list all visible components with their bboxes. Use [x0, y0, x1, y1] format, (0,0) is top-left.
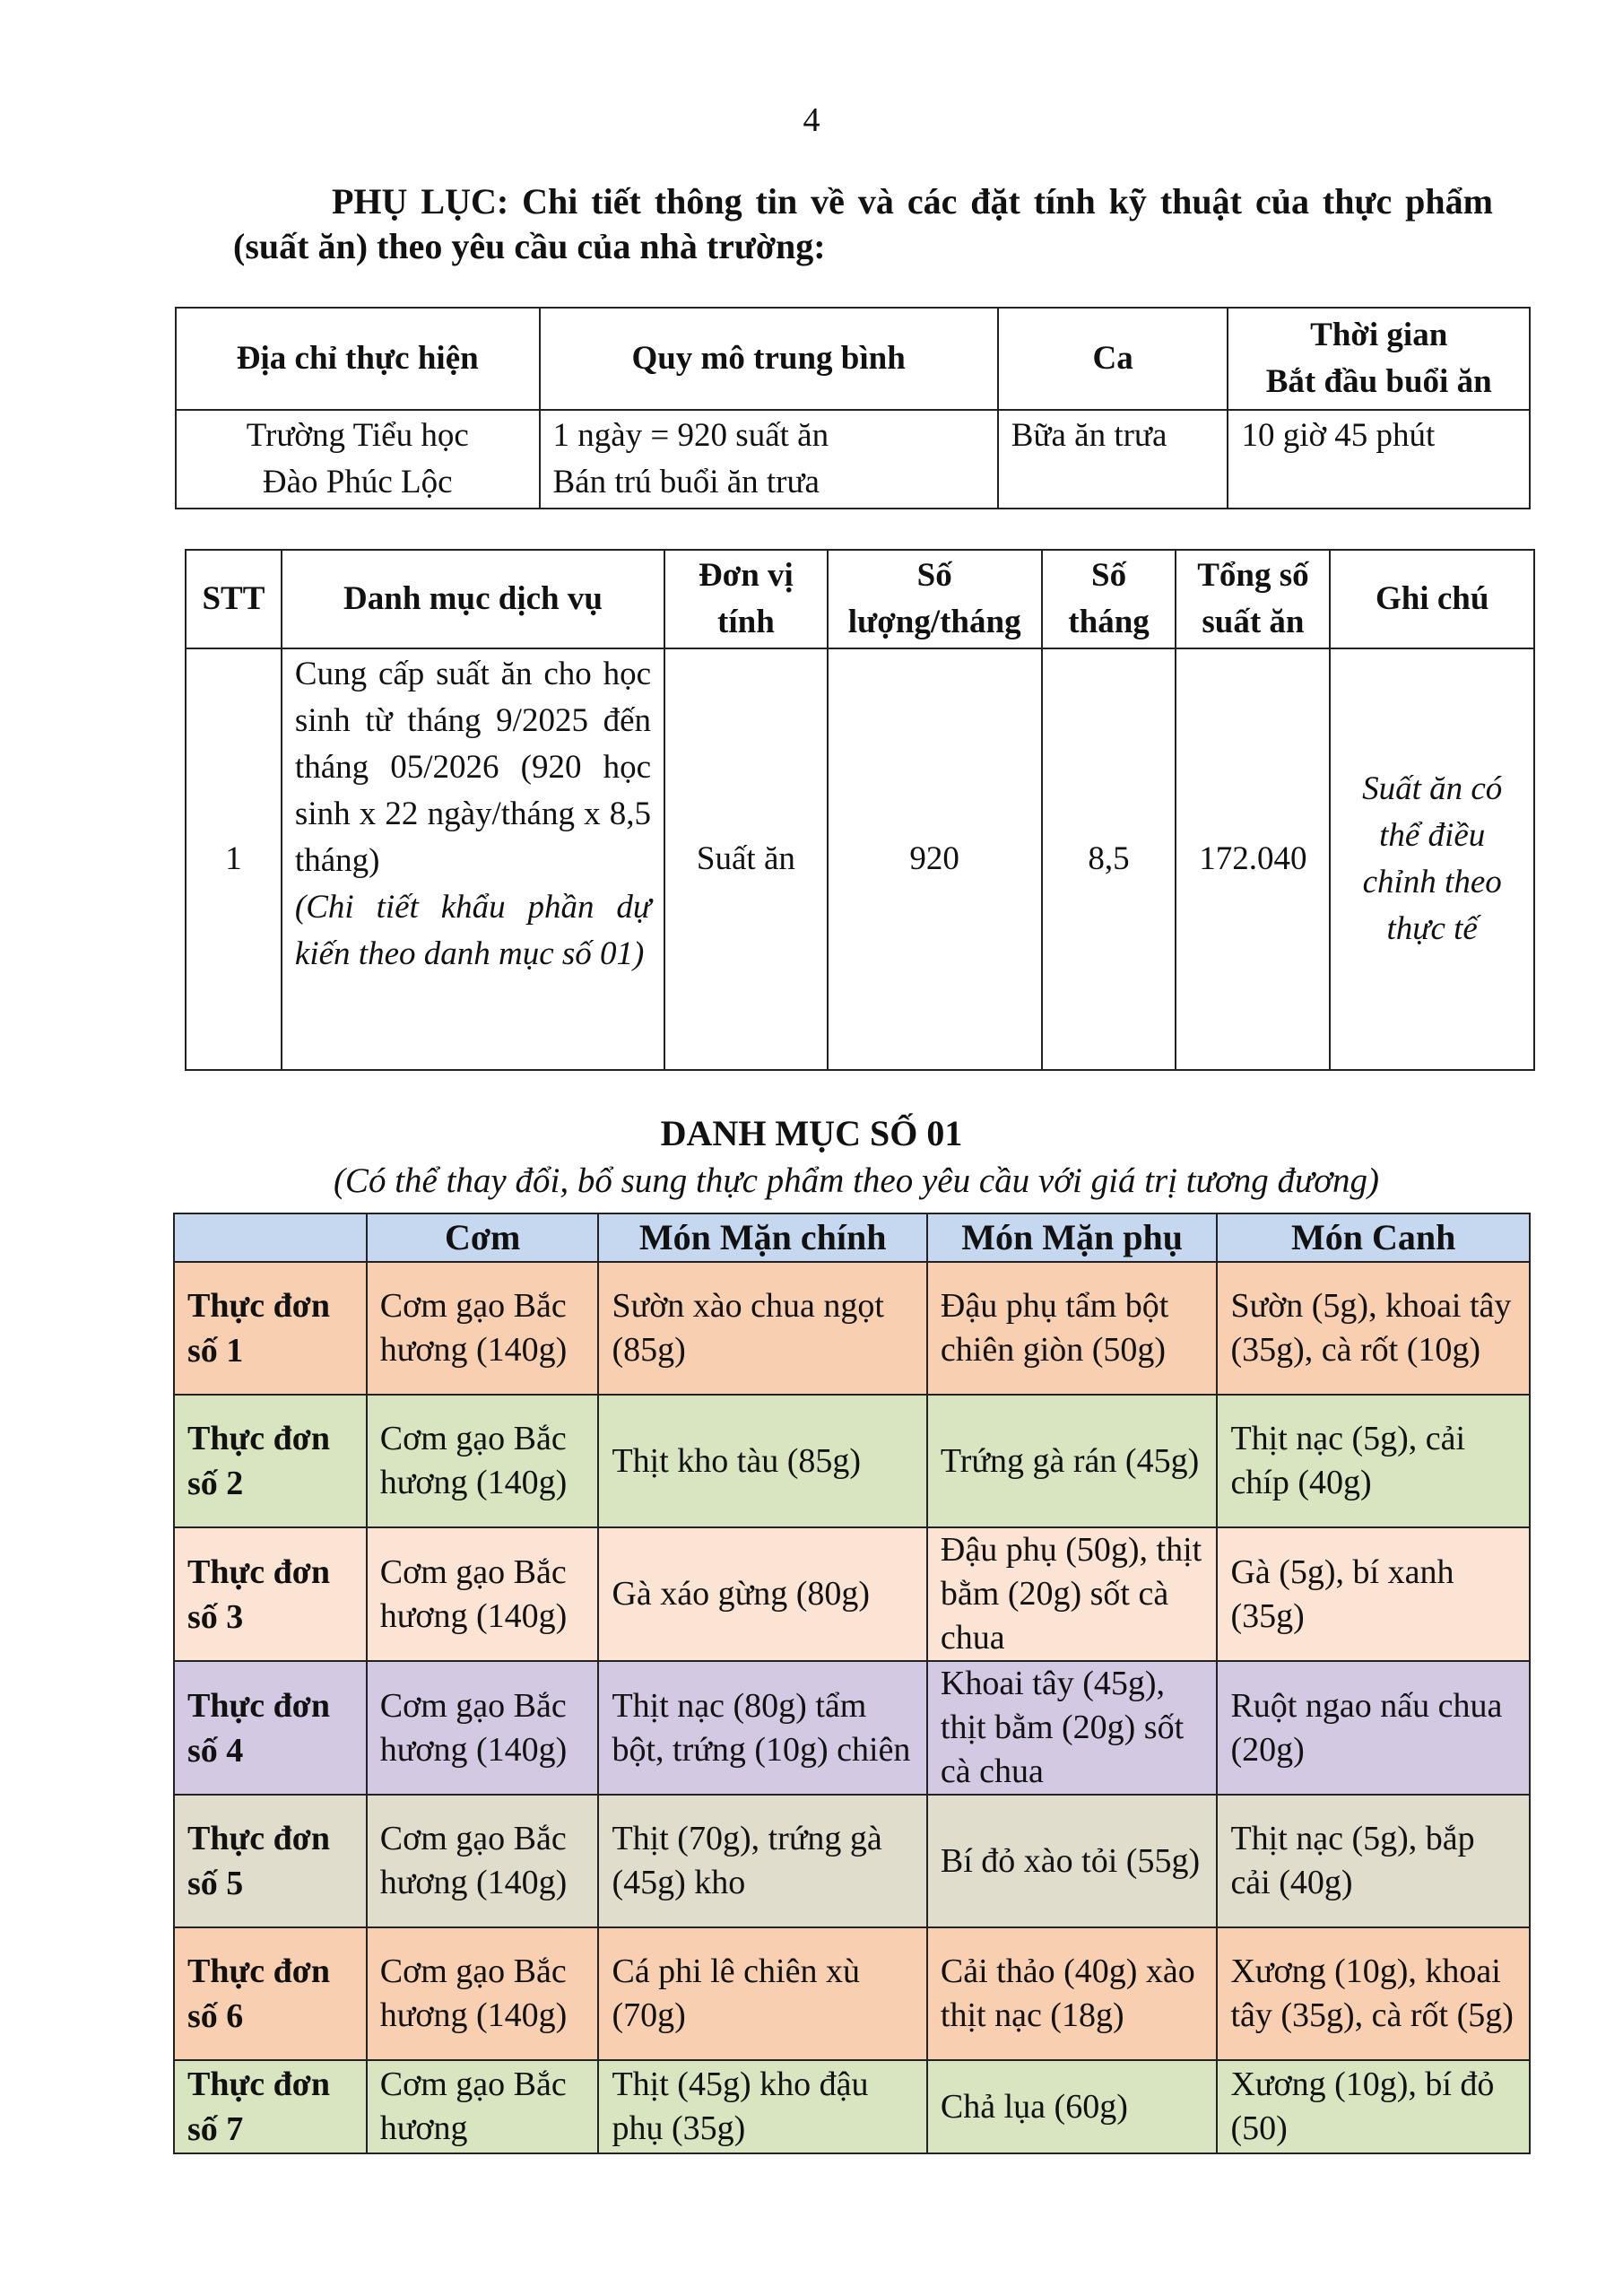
page-number: 4	[803, 101, 820, 139]
man-chinh-cell: Gà xáo gừng (80g)	[598, 1527, 926, 1661]
header-qty-line2: lượng/tháng	[847, 604, 1021, 640]
header-service: Danh mục dịch vụ	[282, 550, 664, 648]
table-row	[174, 1527, 1530, 1661]
service-desc-cell	[282, 648, 664, 1070]
com-cell: Cơm gạo Bắc hương (140g)	[367, 1661, 599, 1795]
table-row	[186, 648, 1534, 1070]
header-man-chinh: Món Mặn chính	[598, 1213, 926, 1262]
menu-list-title: DANH MỤC SỐ 01	[660, 1113, 963, 1153]
menu-name-cell: Thực đơn số 7	[174, 2060, 367, 2153]
menu-table-header	[174, 1213, 1530, 1262]
scale-cell	[540, 410, 998, 509]
header-address: Địa chỉ thực hiện	[176, 308, 540, 410]
table-row	[174, 1927, 1530, 2060]
table-row	[174, 1795, 1530, 1927]
header-months-line1: Số	[1091, 557, 1127, 594]
man-phu-cell: Khoai tây (45g), thịt bằm (20g) sốt cà chua	[927, 1661, 1218, 1795]
canh-cell: Thịt nạc (5g), cải chíp (40g)	[1217, 1395, 1530, 1527]
header-com: Cơm	[367, 1213, 599, 1262]
header-scale: Quy mô trung bình	[540, 308, 998, 410]
header-man-phu: Món Mặn phụ	[927, 1213, 1218, 1262]
header-months-line2: tháng	[1068, 604, 1150, 640]
header-qty-line1: Số	[916, 557, 952, 594]
location-table-header	[176, 308, 1530, 410]
qty-cell: 920	[828, 648, 1042, 1070]
man-phu-cell: Cải thảo (40g) xào thịt nạc (18g)	[927, 1927, 1218, 2060]
header-time	[1228, 308, 1530, 410]
header-stt: STT	[186, 550, 282, 648]
man-chinh-cell: Cá phi lê chiên xù (70g)	[598, 1927, 926, 2060]
man-chinh-cell: Thịt kho tàu (85g)	[598, 1395, 926, 1527]
com-cell: Cơm gạo Bắc hương (140g)	[367, 1395, 599, 1527]
header-time-line2: Bắt đầu buổi ăn	[1265, 363, 1492, 400]
total-cell: 172.040	[1176, 648, 1330, 1070]
table-row	[174, 1262, 1530, 1395]
header-unit	[664, 550, 828, 648]
menu-table	[173, 1213, 1531, 2154]
man-phu-cell: Đậu phụ tẩm bột chiên giòn (50g)	[927, 1262, 1218, 1395]
time-cell: 10 giờ 45 phút	[1228, 410, 1530, 509]
man-phu-cell: Chả lụa (60g)	[927, 2060, 1218, 2153]
man-chinh-cell: Thịt (70g), trứng gà (45g) kho	[598, 1795, 926, 1927]
header-unit-line2: tính	[717, 604, 775, 640]
service-desc: Cung cấp suất ăn cho học sinh từ tháng 9/2025 đến tháng 05/2026 (920 học sinh x 22 ngày/tháng x 8,5 tháng)	[294, 656, 652, 879]
scale-line2: Bán trú buổi ăn trưa	[552, 464, 820, 500]
address-cell	[176, 410, 540, 509]
header-canh: Món Canh	[1217, 1213, 1530, 1262]
com-cell: Cơm gạo Bắc hương	[367, 2060, 599, 2153]
header-menu	[174, 1213, 367, 1262]
canh-cell: Gà (5g), bí xanh (35g)	[1217, 1527, 1530, 1661]
table-row	[174, 2060, 1530, 2153]
table-row	[174, 1661, 1530, 1795]
menu-table-body	[174, 1262, 1530, 2153]
man-chinh-cell: Thịt (45g) kho đậu phụ (35g)	[598, 2060, 926, 2153]
table-row	[174, 1395, 1530, 1527]
scale-line1: 1 ngày = 920 suất ăn	[552, 417, 829, 454]
com-cell: Cơm gạo Bắc hương (140g)	[367, 1927, 599, 2060]
man-phu-cell: Trứng gà rán (45g)	[927, 1395, 1218, 1527]
man-chinh-cell: Thịt nạc (80g) tẩm bột, trứng (10g) chiên	[598, 1661, 926, 1795]
menu-list-subtitle: (Có thể thay đổi, bổ sung thực phẩm theo yêu cầu với giá trị tương đương)	[333, 1161, 1380, 1200]
unit-cell: Suất ăn	[664, 648, 828, 1070]
canh-cell: Xương (10g), bí đỏ (50)	[1217, 2060, 1530, 2153]
canh-cell: Thịt nạc (5g), bắp cải (40g)	[1217, 1795, 1530, 1927]
header-time-line1: Thời gian	[1310, 317, 1448, 353]
man-phu-cell: Bí đỏ xào tỏi (55g)	[927, 1795, 1218, 1927]
table-row	[176, 410, 1530, 509]
header-qty	[828, 550, 1042, 648]
man-phu-cell: Đậu phụ (50g), thịt bằm (20g) sốt cà chua	[927, 1527, 1218, 1661]
menu-name-cell: Thực đơn số 5	[174, 1795, 367, 1927]
header-months	[1042, 550, 1176, 648]
canh-cell: Xương (10g), khoai tây (35g), cà rốt (5g)	[1217, 1927, 1530, 2060]
menu-name-cell: Thực đơn số 4	[174, 1661, 367, 1795]
months-cell: 8,5	[1042, 648, 1176, 1070]
service-desc-italic: (Chi tiết khẩu phần dự kiến theo danh mục số 01)	[294, 889, 652, 972]
address-line2: Đào Phúc Lộc	[262, 464, 453, 500]
header-total-line1: Tổng số	[1197, 557, 1309, 594]
menu-name-cell: Thực đơn số 2	[174, 1395, 367, 1527]
stt-cell: 1	[186, 648, 282, 1070]
header-note: Ghi chú	[1330, 550, 1534, 648]
com-cell: Cơm gạo Bắc hương (140g)	[367, 1262, 599, 1395]
man-chinh-cell: Sườn xào chua ngọt (85g)	[598, 1262, 926, 1395]
header-total-line2: suất ăn	[1202, 604, 1305, 640]
canh-cell: Sườn (5g), khoai tây (35g), cà rốt (10g)	[1217, 1262, 1530, 1395]
canh-cell: Ruột ngao nấu chua (20g)	[1217, 1661, 1530, 1795]
service-table-header	[186, 550, 1534, 648]
service-table	[185, 549, 1535, 1071]
note-cell: Suất ăn có thể điều chỉnh theo thực tế	[1330, 648, 1534, 1070]
menu-name-cell: Thực đơn số 3	[174, 1527, 367, 1661]
header-total	[1176, 550, 1330, 648]
appendix-heading: PHỤ LỤC: Chi tiết thông tin về và các đặt tính kỹ thuật của thực phẩm (suất ăn) theo yêu cầu của nhà trường:	[233, 181, 1493, 266]
address-line1: Trường Tiểu học	[246, 417, 469, 454]
menu-name-cell: Thực đơn số 6	[174, 1927, 367, 2060]
com-cell: Cơm gạo Bắc hương (140g)	[367, 1527, 599, 1661]
location-table	[175, 307, 1531, 509]
menu-name-cell: Thực đơn số 1	[174, 1262, 367, 1395]
shift-cell: Bữa ăn trưa	[998, 410, 1228, 509]
header-unit-line1: Đơn vị	[698, 557, 794, 594]
header-shift: Ca	[998, 308, 1228, 410]
com-cell: Cơm gạo Bắc hương (140g)	[367, 1795, 599, 1927]
